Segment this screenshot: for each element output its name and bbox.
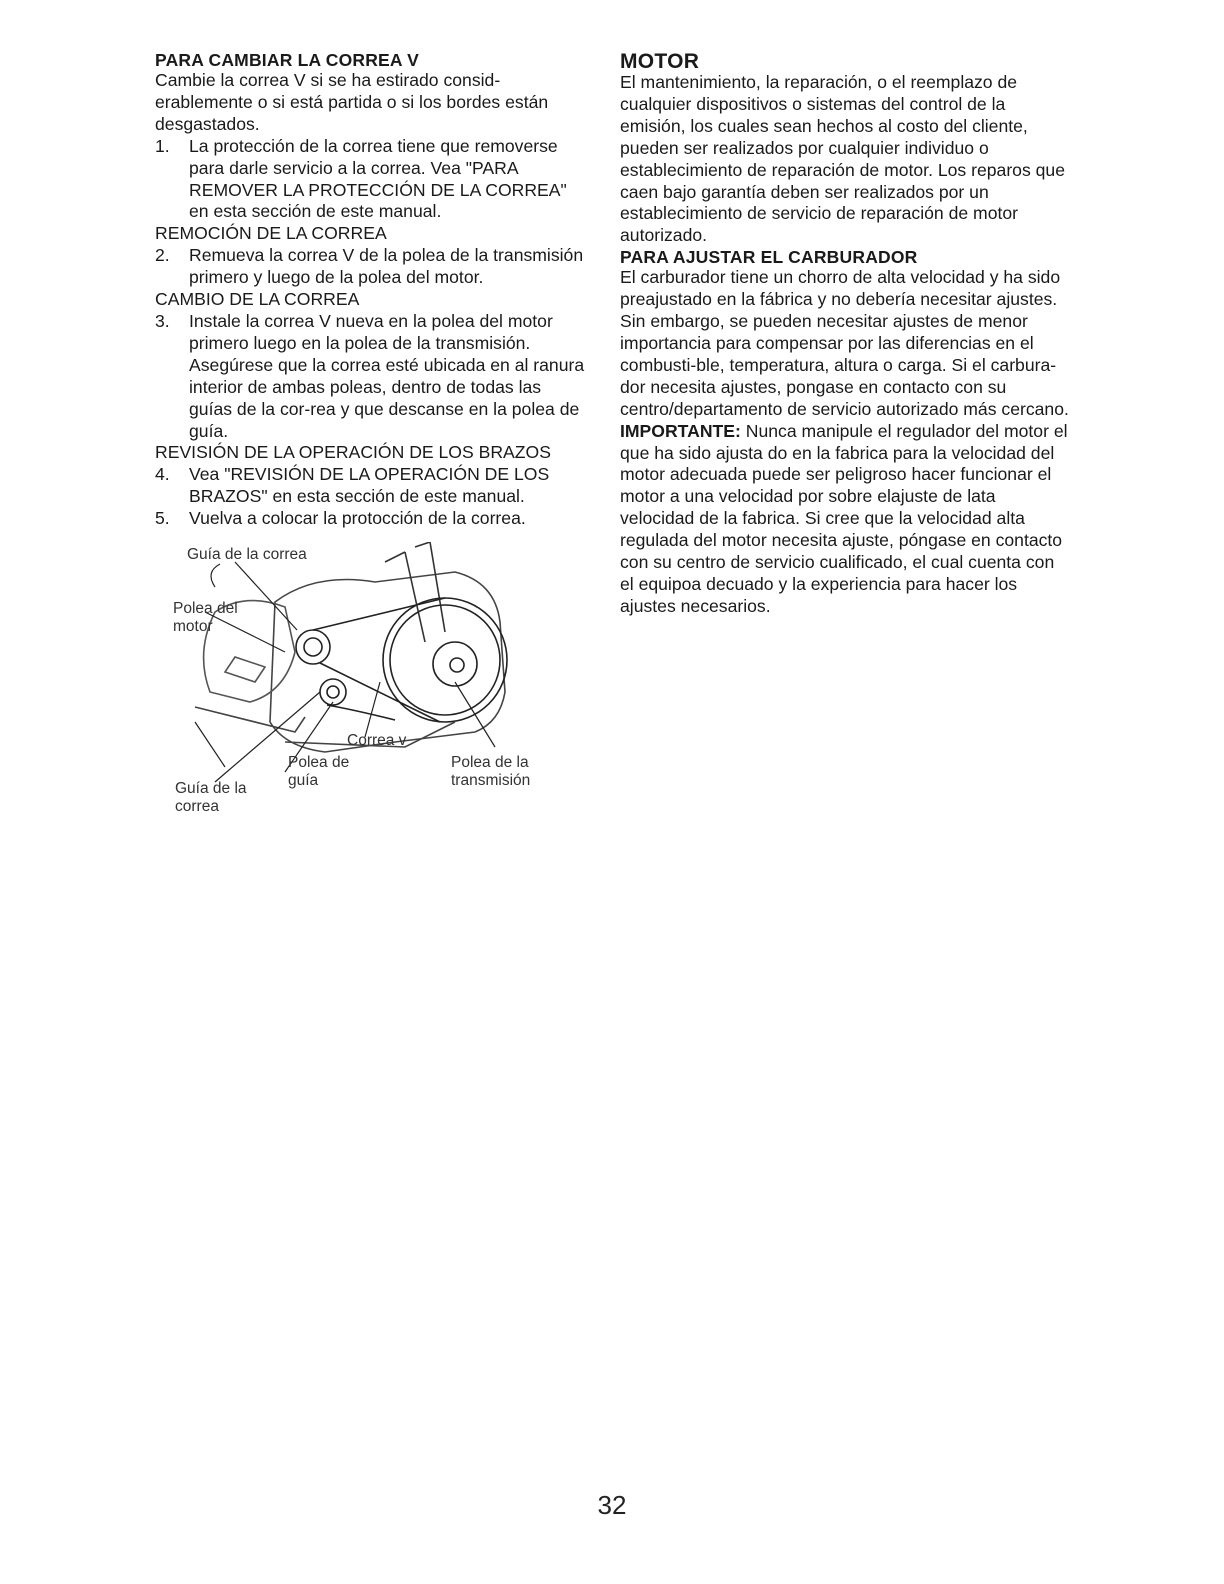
belt-diagram: [155, 542, 587, 832]
important-paragraph: [620, 421, 1070, 618]
step-text: Vea "REVISIÓN DE LA OPERACIÓN DE LOS BRAZOS" en esta sección de este manual.: [189, 464, 550, 507]
right-column: [620, 50, 1070, 618]
step-text: La protección de la correa tiene que removerse para darle servicio a la correa. Vea "PARA REMOVER LA PROTECCIÓN DE LA CORREA" en esta sección de este manual.: [189, 135, 567, 222]
important-text: Nunca manipule el regulador del motor el que ha sido ajusta do en la fabrica para la velocidad del motor adecuada puede ser peligroso hacer funcionar el motor a una velocidad por sobre elajuste de lata velocidad de la fabrica. Si cree que la velocidad alta regulada del motor necesita ajuste, póngase en contacto con su centro de servicio cualificado, el cual cuenta con el equipoa decuado y la experiencia para hacer los ajustes necesarios.: [620, 420, 1068, 616]
subheading-cambio: CAMBIO DE LA CORREA: [155, 289, 360, 310]
label-polea-transmision: Polea de la transmisión: [451, 754, 531, 790]
label-polea-motor: Polea del motor: [173, 600, 238, 636]
step-text: Vuelva a colocar la protocción de la correa.: [189, 508, 526, 529]
left-column: [155, 50, 587, 832]
page-number: 32: [597, 1490, 627, 1520]
step-number: 2.: [155, 245, 170, 266]
step-number: 5.: [155, 508, 170, 529]
section-heading-carburador: PARA AJUSTAR EL CARBURADOR: [620, 247, 918, 268]
subheading-revision: REVISIÓN DE LA OPERACIÓN DE LOS BRAZOS: [155, 442, 551, 463]
step-number: 1.: [155, 135, 170, 156]
step-4: [155, 464, 587, 508]
label-guia-correa-bottom: Guía de la correa: [175, 780, 247, 816]
step-number: 3.: [155, 310, 170, 331]
step-1: [155, 136, 587, 224]
label-polea-guia: Polea de guía: [288, 754, 350, 790]
label-guia-correa-top: Guía de la correa: [187, 546, 307, 564]
label-correa-v: Correa v: [347, 732, 407, 750]
step-2: [155, 245, 587, 289]
subheading-remocion: REMOCIÓN DE LA CORREA: [155, 223, 387, 244]
carburador-paragraph: El carburador tiene un chorro de alta velocidad y ha sido preajustado en la fábrica y no debería necesitar ajustes. Sin embargo, se pueden necesitar ajustes de menor importancia para compensar por las diferencias en el combusti-ble, temperatura, altura o carga. Si el carbura-dor necesita ajustes, pongase en contacto con su centro/departamento de servicio autorizado más cercano.: [620, 267, 1069, 419]
section-heading-motor: MOTOR: [620, 50, 700, 73]
step-number: 4.: [155, 464, 170, 485]
intro-paragraph: Cambie la correa V si se ha estirado consid-erablemente o si está partida o si los bordes están desgastados.: [155, 70, 549, 134]
step-3: [155, 311, 587, 442]
motor-paragraph: El mantenimiento, la reparación, o el reemplazo de cualquier dispositivos o sistemas del control de la emisión, los cuales sean hechos al costo del cliente, pueden ser realizados por cualquier individuo o establecimiento de reparación de motor. Los reparos que caen bajo garantía deben ser realizados por un establecimiento de servicio de reparación de motor autorizado.: [620, 72, 1065, 246]
step-5: [155, 508, 587, 530]
step-text: Remueva la correa V de la polea de la transmisión primero y luego de la polea del motor.: [189, 245, 584, 288]
important-label: IMPORTANTE:: [620, 420, 741, 441]
step-text: Instale la correa V nueva en la polea del motor primero luego en la polea de la transmisión. Asegúrese que la correa esté ubicada en al ranura interior de ambas poleas, dentro de todas las guías de la cor-rea y que descanse en la polea de guía.: [189, 310, 585, 441]
section-heading-correa-v: PARA CAMBIAR LA CORREA V: [155, 50, 420, 70]
